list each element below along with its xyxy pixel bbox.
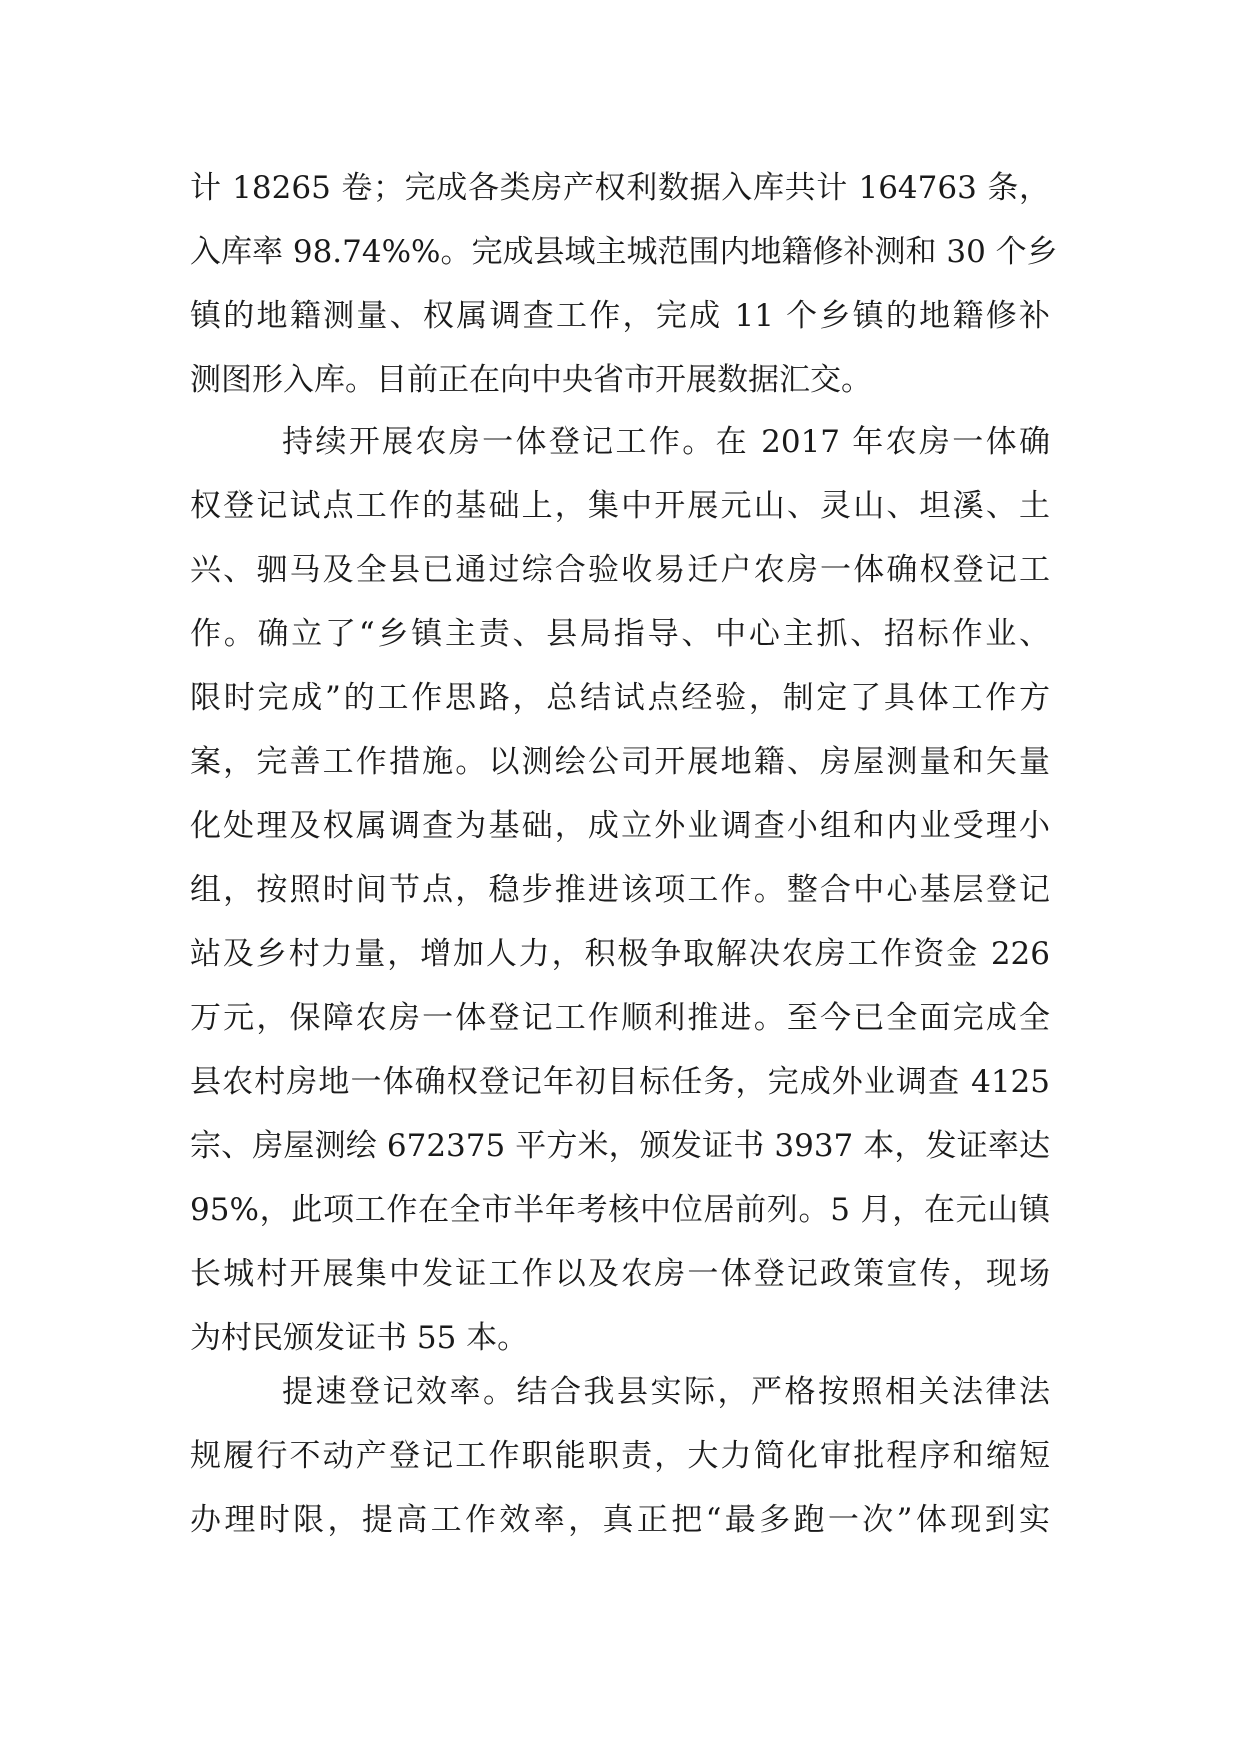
text-line: 入库率 98.74%%。完成县域主城范围内地籍修补测和 30 个乡 (190, 234, 1058, 270)
text-line: 提速登记效率。结合我县实际，严格按照相关法律法 (282, 1374, 1050, 1410)
text-line: 权登记试点工作的基础上，集中开展元山、灵山、坦溪、土 (190, 488, 1050, 524)
text-line: 测图形入库。目前正在向中央省市开展数据汇交。 (190, 362, 872, 398)
text-line: 站及乡村力量，增加人力，积极争取解决农房工作资金 226 (190, 936, 1050, 972)
paragraph-rural-housing (190, 410, 1050, 1370)
text-line: 案，完善工作措施。以测绘公司开展地籍、房屋测量和矢量 (190, 744, 1050, 780)
text-line: 兴、驷马及全县已通过综合验收易迁户农房一体确权登记工 (190, 552, 1050, 588)
paragraph-continuation (190, 156, 1058, 412)
text-line: 宗、房屋测绘 672375 平方米，颁发证书 3937 本，发证率达 (190, 1128, 1050, 1164)
text-line: 办理时限，提高工作效率，真正把“最多跑一次”体现到实 (190, 1502, 1050, 1538)
text-line: 作。确立了“乡镇主责、县局指导、中心主抓、招标作业、 (190, 616, 1050, 652)
text-line: 95%，此项工作在全市半年考核中位居前列。5 月，在元山镇 (190, 1192, 1050, 1228)
text-line: 县农村房地一体确权登记年初目标任务，完成外业调查 4125 (190, 1064, 1050, 1100)
text-line: 镇的地籍测量、权属调查工作，完成 11 个乡镇的地籍修补 (190, 298, 1050, 334)
text-line: 组，按照时间节点，稳步推进该项工作。整合中心基层登记 (190, 872, 1050, 908)
text-line: 限时完成”的工作思路，总结试点经验，制定了具体工作方 (190, 680, 1050, 716)
text-line: 为村民颁发证书 55 本。 (190, 1320, 529, 1356)
text-line: 计 18265 卷；完成各类房产权利数据入库共计 164763 条， (190, 170, 1050, 206)
text-line: 持续开展农房一体登记工作。在 2017 年农房一体确 (282, 424, 1050, 460)
text-line: 规履行不动产登记工作职能职责，大力简化审批程序和缩短 (190, 1438, 1050, 1474)
text-line: 化处理及权属调查为基础，成立外业调查小组和内业受理小 (190, 808, 1050, 844)
text-line: 万元，保障农房一体登记工作顺利推进。至今已全面完成全 (190, 1000, 1050, 1036)
paragraph-registration-efficiency (190, 1360, 1050, 1552)
text-line: 长城村开展集中发证工作以及农房一体登记政策宣传，现场 (190, 1256, 1050, 1292)
